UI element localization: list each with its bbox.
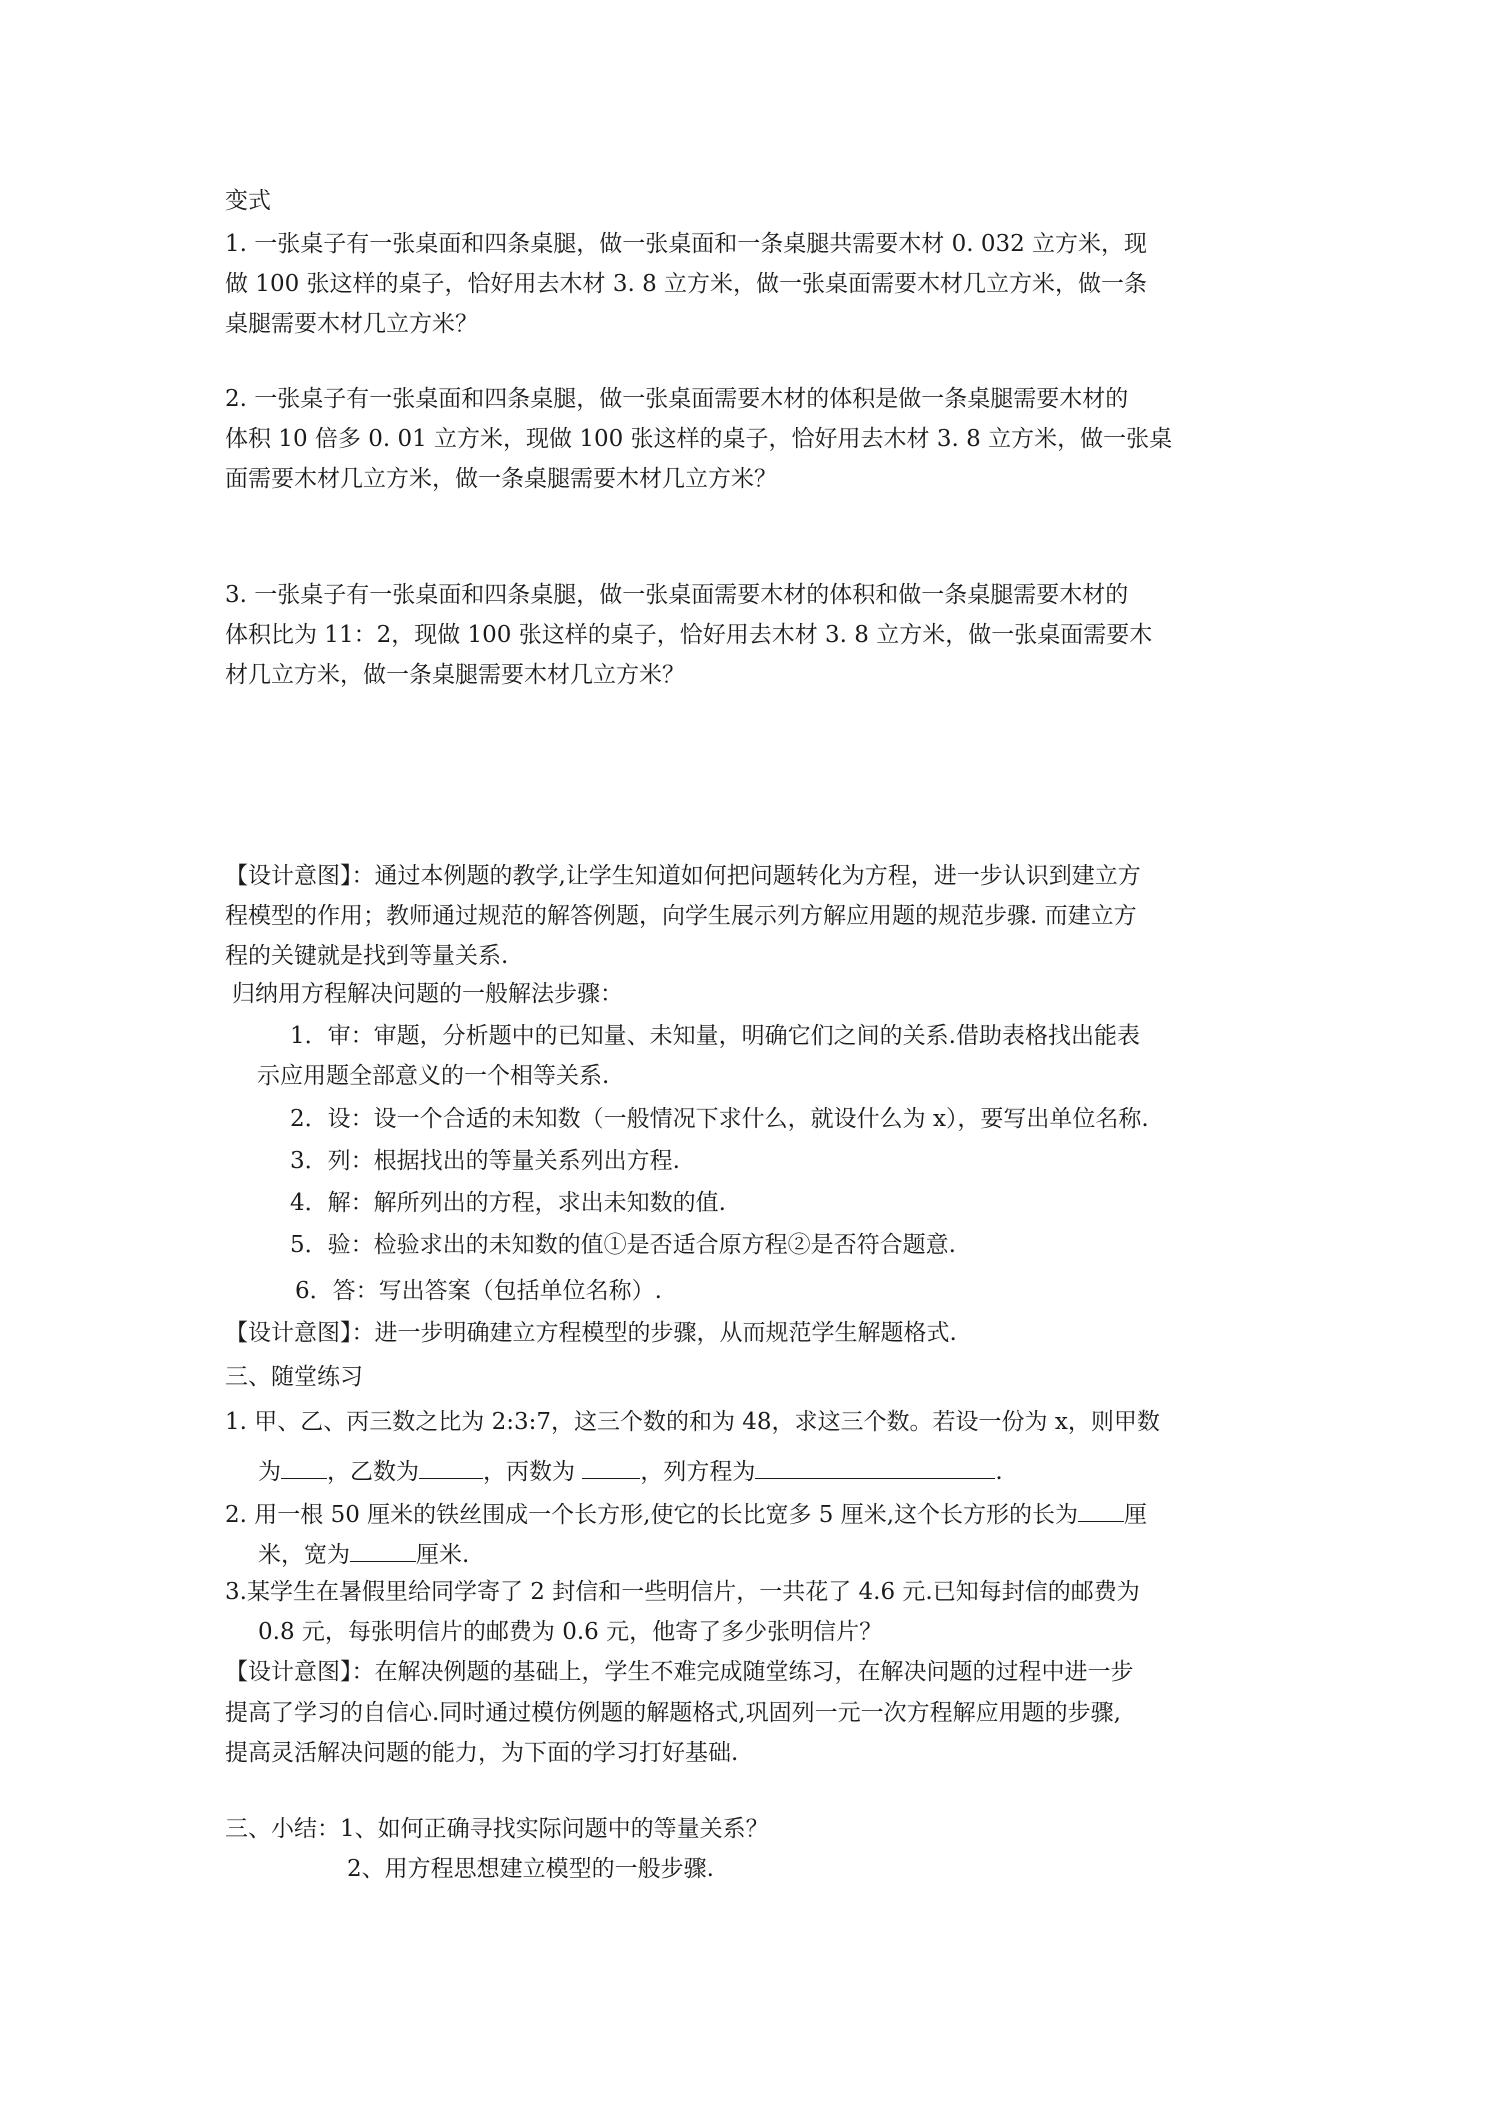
step-5: 5．验：检验求出的未知数的值①是否适合原方程②是否符合题意. [290,1232,956,1258]
problem-2-line-1: 2. 一张桌子有一张桌面和四条桌腿，做一张桌面需要木材的体积是做一条桌腿需要木材的 [225,386,1129,412]
step-1-line-1: 1．审：审题，分析题中的已知量、未知量，明确它们之间的关系.借助表格找出能表 [290,1023,1140,1049]
design-intent-1-line-3: 程的关键就是找到等量关系. [225,943,509,969]
q1-blank-jia[interactable] [281,1458,327,1479]
q2-text-a: 2. 用一根 50 厘米的铁丝围成一个长方形,使它的长比宽多 5 厘米,这个长方形的长为 [225,1502,1079,1528]
summary-line-2: 2、用方程思想建立模型的一般步骤. [347,1856,714,1882]
practice-q3-line-1: 3.某学生在暑假里给同学寄了 2 封信和一些明信片，一共花了 4.6 元.已知每封信的邮费为 [225,1579,1140,1605]
q1-blank-bing[interactable] [582,1458,640,1479]
q1-text-c: ，丙数为 [483,1459,575,1485]
q1-text-b: ，乙数为 [327,1459,419,1485]
q2-blank-width[interactable] [350,1541,416,1562]
summary-line-1: 三、小结：1、如何正确寻找实际问题中的等量关系？ [225,1816,769,1842]
design-intent-3-line-1: 【设计意图】：在解决例题的基础上，学生不难完成随堂练习，在解决问题的过程中进一步 [225,1659,1134,1685]
q2-text-c: 米，宽为 [258,1542,350,1568]
practice-q1-line-1: 1. 甲、乙、丙三数之比为 2:3:7，这三个数的和为 48，求这三个数。若设一份为 x，则甲数 [225,1409,1160,1435]
q2-blank-length[interactable] [1078,1501,1124,1522]
problem-3-line-1: 3. 一张桌子有一张桌面和四条桌腿，做一张桌面需要木材的体积和做一条桌腿需要木材的 [225,582,1129,608]
step-2: 2．设：设一个合适的未知数（一般情况下求什么，就设什么为 x），要写出单位名称. [290,1106,1149,1132]
q1-blank-equation[interactable] [755,1458,995,1479]
problem-1-line-3: 桌腿需要木材几立方米？ [225,311,478,337]
design-intent-1-line-1: 【设计意图】：通过本例题的教学,让学生知道如何把问题转化为方程，进一步认识到建立方 [225,863,1141,889]
practice-q1-line-2 [258,1458,1003,1484]
step-1-line-2: 示应用题全部意义的一个相等关系. [257,1063,610,1089]
design-intent-3-line-3: 提高灵活解决问题的能力，为下面的学习打好基础. [225,1740,739,1766]
steps-intro: 归纳用方程解决问题的一般解法步骤： [232,981,623,1007]
q1-text-a: 为 [258,1459,281,1485]
q1-blank-yi[interactable] [419,1458,483,1479]
q1-text-e: . [995,1459,1003,1485]
problem-2-line-2: 体积 10 倍多 0. 01 立方米，现做 100 张这样的桌子，恰好用去木材 3. 8 立方米，做一张桌 [225,426,1173,452]
step-3: 3．列：根据找出的等量关系列出方程. [290,1148,680,1174]
practice-q3-line-2: 0.8 元，每张明信片的邮费为 0.6 元，他寄了多少张明信片？ [258,1619,883,1645]
design-intent-2: 【设计意图】：进一步明确建立方程模型的步骤，从而规范学生解题格式. [225,1320,957,1346]
step-4: 4．解：解所列出的方程，求出未知数的值. [290,1190,726,1216]
practice-q2-line-1 [225,1501,1147,1527]
q2-text-d: 厘米. [416,1542,470,1568]
problem-1-line-1: 1. 一张桌子有一张桌面和四条桌腿，做一张桌面和一条桌腿共需要木材 0. 032 立方米，现 [225,231,1148,257]
practice-heading: 三、随堂练习 [225,1364,363,1390]
design-intent-3-line-2: 提高了学习的自信心.同时通过模仿例题的解题格式,巩固列一元一次方程解应用题的步骤, [225,1700,1121,1726]
q2-text-b: 厘 [1124,1502,1148,1528]
step-6: 6．答：写出答案（包括单位名称）. [295,1278,662,1304]
q1-text-d: ，列方程为 [640,1459,756,1485]
problem-1-line-2: 做 100 张这样的桌子，恰好用去木材 3. 8 立方米，做一张桌面需要木材几立方米，做一条 [225,271,1148,297]
problem-2-line-3: 面需要木材几立方米，做一条桌腿需要木材几立方米？ [225,466,777,492]
practice-q2-line-2 [258,1541,469,1567]
problem-3-line-2: 体积比为 11：2，现做 100 张这样的桌子，恰好用去木材 3. 8 立方米，做一张桌面需要木 [225,622,1153,648]
problem-3-line-3: 材几立方米，做一条桌腿需要木材几立方米？ [225,662,685,688]
design-intent-1-line-2: 程模型的作用；教师通过规范的解答例题，向学生展示列方解应用题的规范步骤. 而建立方 [225,903,1137,929]
variant-heading: 变式 [225,188,271,214]
